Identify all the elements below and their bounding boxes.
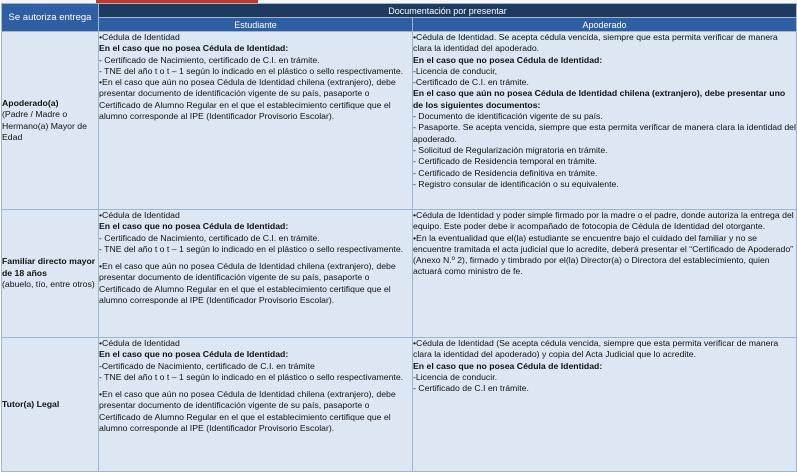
row-label-title: Apoderado(a): [2, 97, 59, 108]
cell-apoderado: [413, 32, 797, 210]
header-documentacion: Documentación por presentar: [99, 4, 797, 18]
cell-line: - TNE del año t o t – 1 según lo indicado en el plástico o sello respectivamente.: [99, 371, 404, 382]
cell-line: En el caso que no posea Cédula de Identidad:: [99, 43, 289, 54]
table-row: [2, 32, 797, 210]
cell-line: En el caso que aún no posea Cédula de Identidad chilena (extranjero), debe presentar uno de los siguientes documentos:: [413, 88, 786, 110]
header-apoderado: Apoderado: [413, 18, 797, 32]
cell-estudiante: [99, 338, 413, 472]
cell-line: •En el caso que aún no posea Cédula de Identidad chilena (extranjero), debe presentar documento de identificación vigente de su país, pasaporte o Certificado de Alumno Regular en el que el establecimiento certifique que el alumno corresponde al IPE (Identificador Provisorio Escolar).: [99, 389, 396, 434]
row-label-familiar: [2, 210, 99, 338]
row-label-detail: (Padre / Madre o Hermano(a) Mayor de Edad: [2, 109, 87, 142]
cell-line: •En la eventualidad que el(la) estudiante se encuentre bajo el cuidado del familiar y no se encuentre tramitada el acta judicial que lo acredite, deberá presentar el “Certificado de Apoderado” (Anexo N.º 2), firmado y timbrado por el(la) Director(a) o Directora del establecimiento, quien actuará como ministro de fe.: [413, 232, 794, 277]
cell-line: - Certificado de Nacimiento, certificado de C.I. en trámite.: [99, 54, 320, 65]
cell-line: -Certificado de Nacimiento, certificado de C.I. en trámite: [99, 360, 315, 371]
header-estudiante: Estudiante: [99, 18, 413, 32]
cell-line: •Cédula de Identidad. Se acepta cédula vencida, siempre que esta permita verificar de manera clara la identidad del apoderado.: [413, 32, 778, 54]
cell-line: •Cédula de Identidad: [99, 338, 180, 348]
cell-line: En el caso que no posea Cédula de Identidad:: [413, 360, 603, 371]
row-label-title: Tutor(a) Legal: [2, 398, 60, 409]
cell-line: •En el caso que aún no posea Cédula de Identidad chilena (extranjero), debe presentar documento de identificación vigente de su país, pasaporte o Certificado de Alumno Regular en el que el establecimiento certifique que el alumno corresponde al IPE (Identificador Provisorio Escolar).: [99, 77, 396, 122]
cell-line: - Certificado de Residencia temporal en trámite.: [413, 156, 597, 167]
cell-line: - Certificado de Nacimiento, certificado de C.I. en trámite.: [99, 232, 320, 243]
documentation-table: [1, 3, 797, 472]
cell-line: •Cédula de Identidad: [99, 210, 180, 220]
cell-line: - Documento de identificación vigente de su país.: [413, 111, 603, 122]
cell-line: En el caso que no posea Cédula de Identidad:: [413, 54, 603, 65]
cell-line: - Certificado de Residencia definitiva en trámite.: [413, 167, 598, 178]
cell-line: - Registro consular de identificación o su equivalente.: [413, 178, 619, 189]
header-se-autoriza-entrega: Se autoriza entrega: [2, 4, 99, 32]
cell-line: En el caso que no posea Cédula de Identidad:: [99, 349, 289, 360]
cell-apoderado: [413, 338, 797, 472]
cell-line: En el caso que no posea Cédula de Identidad:: [99, 221, 289, 232]
cell-estudiante: [99, 210, 413, 338]
cell-line: - TNE del año t o t – 1 según lo indicado en el plástico o sello respectivamente.: [99, 243, 404, 254]
cell-apoderado: [413, 210, 797, 338]
cell-line: •Cédula de Identidad (Se acepta cédula vencida, siempre que esta permita verificar de manera clara la identidad del apoderado) y copia del Acta Judicial que lo acredite.: [413, 338, 779, 360]
cell-line: •En el caso que aún no posea Cédula de Identidad chilena (extranjero), debe presentar documento de identificación vigente de su país, pasaporte o Certificado de Alumno Regular en el que el establecimiento certifique que el alumno corresponde al IPE (Identificador Provisorio Escolar).: [99, 261, 396, 306]
table-row: [2, 338, 797, 472]
table-row: [2, 210, 797, 338]
cell-line: - TNE del año t o t – 1 según lo indicado en el plástico o sello respectivamente.: [99, 65, 404, 76]
row-label-tutor: [2, 338, 99, 472]
row-label-apoderado: [2, 32, 99, 210]
cell-line: •Cédula de Identidad: [99, 32, 180, 42]
row-label-detail: (abuelo, tío, entre otros): [2, 279, 95, 290]
cell-line: -Licencia de conducir,: [413, 65, 498, 76]
row-label-title: Familiar directo mayor de 18 años: [2, 256, 96, 278]
cell-line: -Certificado de C.I. en trámite.: [413, 77, 529, 88]
cell-line: - Certificado de C.I en trámite.: [413, 383, 529, 394]
cell-line: - Solicitud de Regularización migratoria en trámite.: [413, 144, 608, 155]
cell-line: - Pasaporte. Se acepta vencida, siempre que esta permita verificar de manera clara la identidad del apoderado.: [413, 122, 796, 144]
cell-estudiante: [99, 32, 413, 210]
cell-line: -Licencia de conducir.: [413, 371, 498, 382]
cell-line: •Cédula de Identidad y poder simple firmado por la madre o el padre, donde autoriza la entrega del equipo. Este poder debe ir acompañado de fotocopia de Cédula de Identidad del otorgante.: [413, 210, 794, 232]
